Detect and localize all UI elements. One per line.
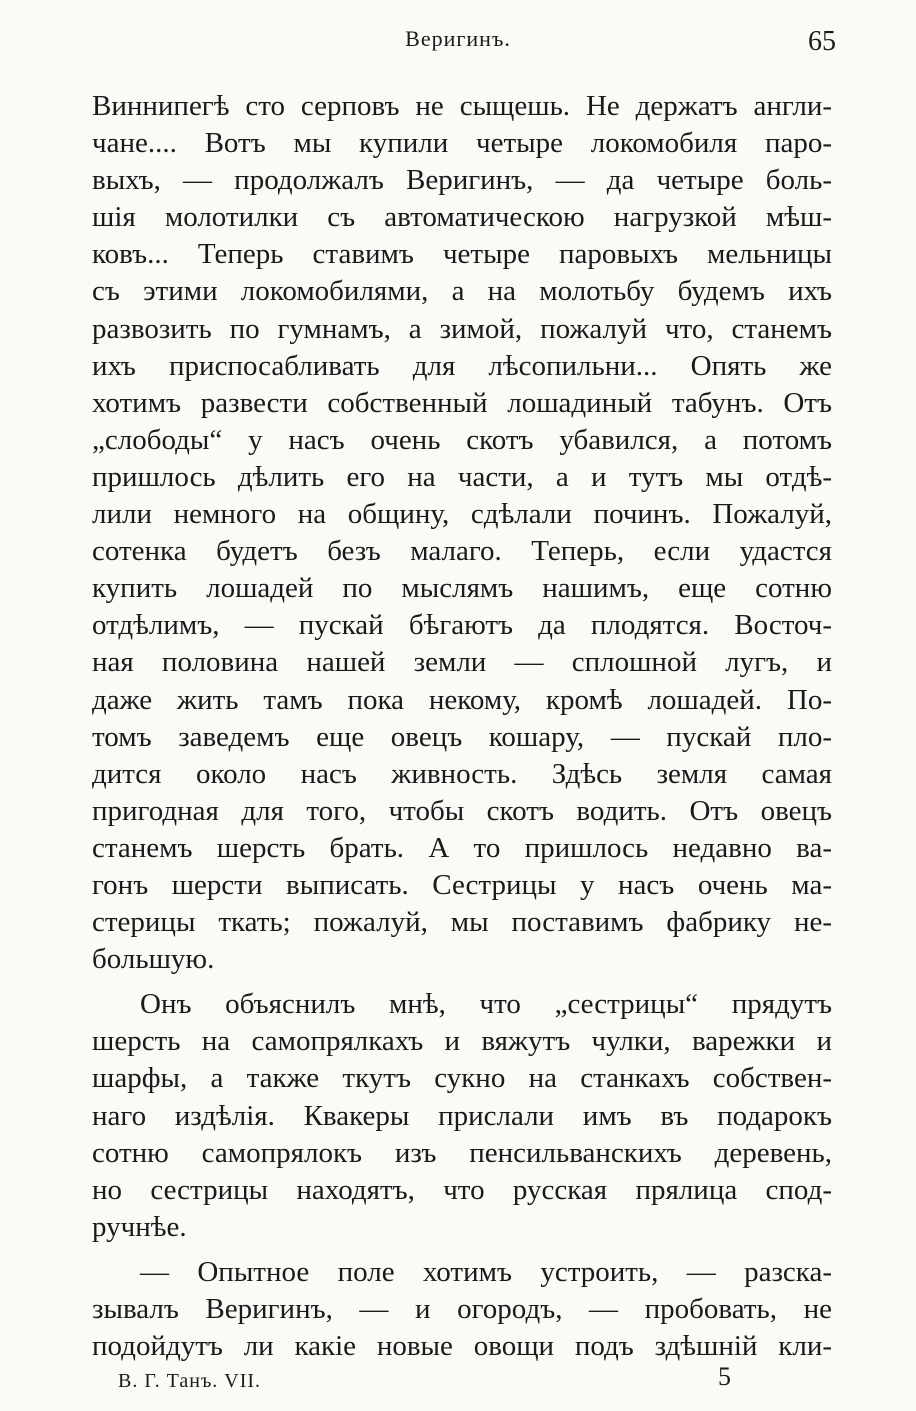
text-line: ручнѣе. (92, 1210, 187, 1243)
paragraph (92, 1254, 832, 1365)
body-text (92, 88, 832, 1365)
text-line: даже жить тамъ пока некому, кромѣ лошадей. По- (92, 683, 832, 716)
text-line: развозить по гумнамъ, а зимой, пожалуй что, станемъ (92, 312, 832, 345)
text-line: но сестрицы находятъ, что русская прялица спод- (92, 1173, 832, 1206)
text-line: лили немного на общину, сдѣлали починъ. Пожалуй, (92, 498, 832, 531)
text-line: ихъ приспосабливать для лѣсопильни... Опять же (92, 349, 832, 382)
paragraph (92, 88, 832, 978)
text-line: наго издѣлія. Квакеры прислали имъ въ подарокъ (92, 1099, 832, 1132)
paragraph-gap (92, 1246, 832, 1254)
text-line: пригодная для того, чтобы скотъ водить. Отъ овецъ (92, 794, 832, 827)
text-line: дится около насъ живность. Здѣсь земля самая (92, 757, 832, 790)
signature-number: 5 (718, 1362, 731, 1391)
text-line: чане.... Вотъ мы купили четыре локомобиля паро- (92, 127, 832, 160)
text-line: томъ заведемъ еще овецъ кошару, — пускай пло- (92, 720, 832, 753)
text-line: ная половина нашей земли — сплошной лугъ, и (92, 646, 832, 679)
text-line: зывалъ Веригинъ, — и огородъ, — пробовать, не (92, 1293, 832, 1325)
text-line: ковъ... Теперь ставимъ четыре паровыхъ мельницы (92, 238, 832, 271)
text-line: — Опытное поле хотимъ устроить, — разска- (140, 1255, 832, 1288)
text-line: стерицы ткать; пожалуй, мы поставимъ фабрику не- (92, 906, 832, 939)
text-line: шарфы, а также ткутъ сукно на станкахъ собствен- (92, 1062, 832, 1095)
page-number: 65 (808, 26, 836, 57)
text-line: шія молотилки съ автоматическою нагрузкой мѣш- (92, 201, 832, 234)
text-line: хотимъ развести собственный лошадиный табунъ. Отъ (92, 386, 832, 419)
text-line: выхъ, — продолжалъ Веригинъ, — да четыре боль- (92, 164, 832, 197)
text-line: „слободы“ у насъ очень скотъ убавился, а потомъ (92, 423, 832, 456)
text-line: подойдутъ ли какіе новые овощи подъ здѣшній кли- (92, 1330, 832, 1363)
text-line: большую. (92, 943, 215, 976)
text-line: съ этими локомобилями, а на молотьбу будемъ ихъ (92, 275, 832, 308)
text-line: сотню самопрялокъ изъ пенсильванскихъ деревень, (92, 1136, 832, 1169)
paragraph-gap (92, 978, 832, 986)
text-line: отдѣлимъ, — пускай бѣгаютъ да плодятся. Восточ- (92, 609, 832, 642)
text-line: шерсть на самопрялкахъ и вяжутъ чулки, варежки и (92, 1025, 832, 1058)
text-line: гонъ шерсти выписать. Сестрицы у насъ очень ма- (92, 868, 832, 901)
text-line: пришлось дѣлить его на части, а и тутъ мы отдѣ- (92, 460, 832, 493)
text-line: станемъ шерсть брать. А то пришлось недавно ва- (92, 831, 832, 864)
printer-signature: В. Г. Танъ. VII. (118, 1370, 262, 1392)
text-line: Виннипегѣ сто серповъ не сыщешь. Не держатъ англи- (92, 90, 832, 122)
text-line: купить лошадей по мыслямъ нашимъ, еще сотню (92, 572, 832, 605)
text-line: Онъ объяснилъ мнѣ, что „сестрицы“ прядутъ (140, 988, 832, 1021)
running-header-title: Веригинъ. (405, 26, 511, 51)
text-line: сотенка будетъ безъ малаго. Теперь, если удастся (92, 535, 832, 568)
paragraph (92, 986, 832, 1246)
